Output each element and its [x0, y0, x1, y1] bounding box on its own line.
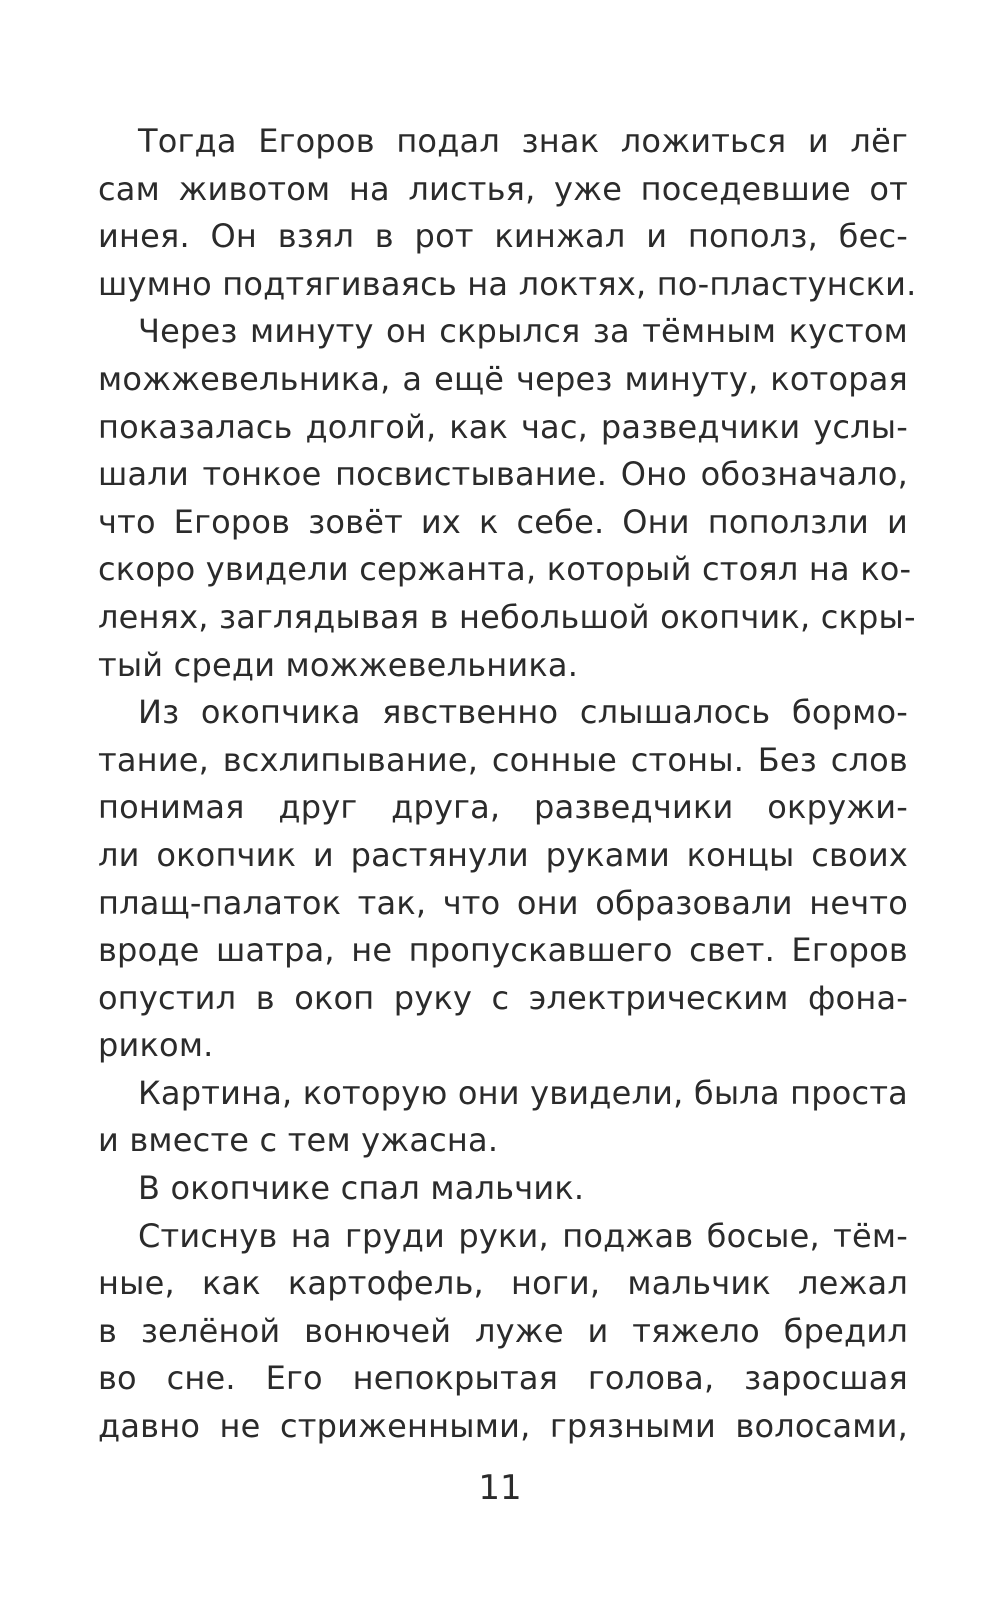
- paragraph: [98, 308, 916, 689]
- text-line: можжевельника, а ещё через минуту, которая: [98, 359, 908, 398]
- paragraph: [98, 1070, 908, 1165]
- text-line: Из окопчика явственно слышалось бормо-: [138, 693, 908, 732]
- text-line: риком.: [98, 1026, 214, 1065]
- text-line: шумно подтягиваясь на локтях, по-пластунски.: [98, 264, 917, 303]
- text-line: понимая друг друга, разведчики окружи-: [98, 788, 908, 827]
- text-line: ленях, заглядывая в небольшой окопчик, скры-: [98, 597, 916, 636]
- text-line: вроде шатра, не пропускавшего свет. Егоров: [98, 931, 908, 970]
- text-line: тание, всхлипывание, сонные стоны. Без слов: [98, 740, 908, 779]
- text-line: Через минуту он скрылся за тёмным кустом: [138, 312, 908, 351]
- text-line: сам животом на листья, уже поседевшие от: [98, 169, 908, 208]
- text-line: тый среди можжевельника.: [98, 645, 579, 684]
- text-line: Стиснув на груди руки, поджав босые, тём-: [138, 1216, 908, 1255]
- text-line: давно не стриженными, грязными волосами,: [98, 1407, 908, 1446]
- paragraph: [98, 118, 917, 308]
- text-line: Картина, которую они увидели, была проста: [138, 1073, 908, 1112]
- text-line: В окопчике спал мальчик.: [138, 1169, 585, 1208]
- text-line: скоро увидели сержанта, который стоял на ко-: [98, 550, 912, 589]
- text-line: шали тонкое посвистывание. Оно обозначало,: [98, 455, 908, 494]
- paragraph: [98, 689, 908, 1070]
- text-line: Тогда Егоров подал знак ложиться и лёг: [138, 122, 908, 160]
- text-line: показалась долгой, как час, разведчики услы-: [98, 407, 908, 446]
- text-line: во сне. Его непокрытая голова, заросшая: [98, 1359, 908, 1398]
- text-line: в зелёной вонючей луже и тяжело бредил: [98, 1311, 908, 1350]
- page-number: 11: [478, 1468, 522, 1508]
- text-line: инея. Он взял в рот кинжал и пополз, бес-: [98, 217, 908, 256]
- body-text: [98, 118, 917, 1451]
- paragraph: [98, 1165, 908, 1213]
- text-line: ли окопчик и растянули руками концы своих: [98, 835, 908, 874]
- text-line: и вместе с тем ужасна.: [98, 1121, 499, 1160]
- text-line: что Егоров зовёт их к себе. Они поползли и: [98, 502, 908, 541]
- text-line: плащ-палаток так, что они образовали нечто: [98, 883, 908, 922]
- text-line: опустил в окоп руку с электрическим фона-: [98, 978, 908, 1017]
- paragraph: [98, 1213, 908, 1451]
- text-line: ные, как картофель, ноги, мальчик лежал: [98, 1264, 908, 1303]
